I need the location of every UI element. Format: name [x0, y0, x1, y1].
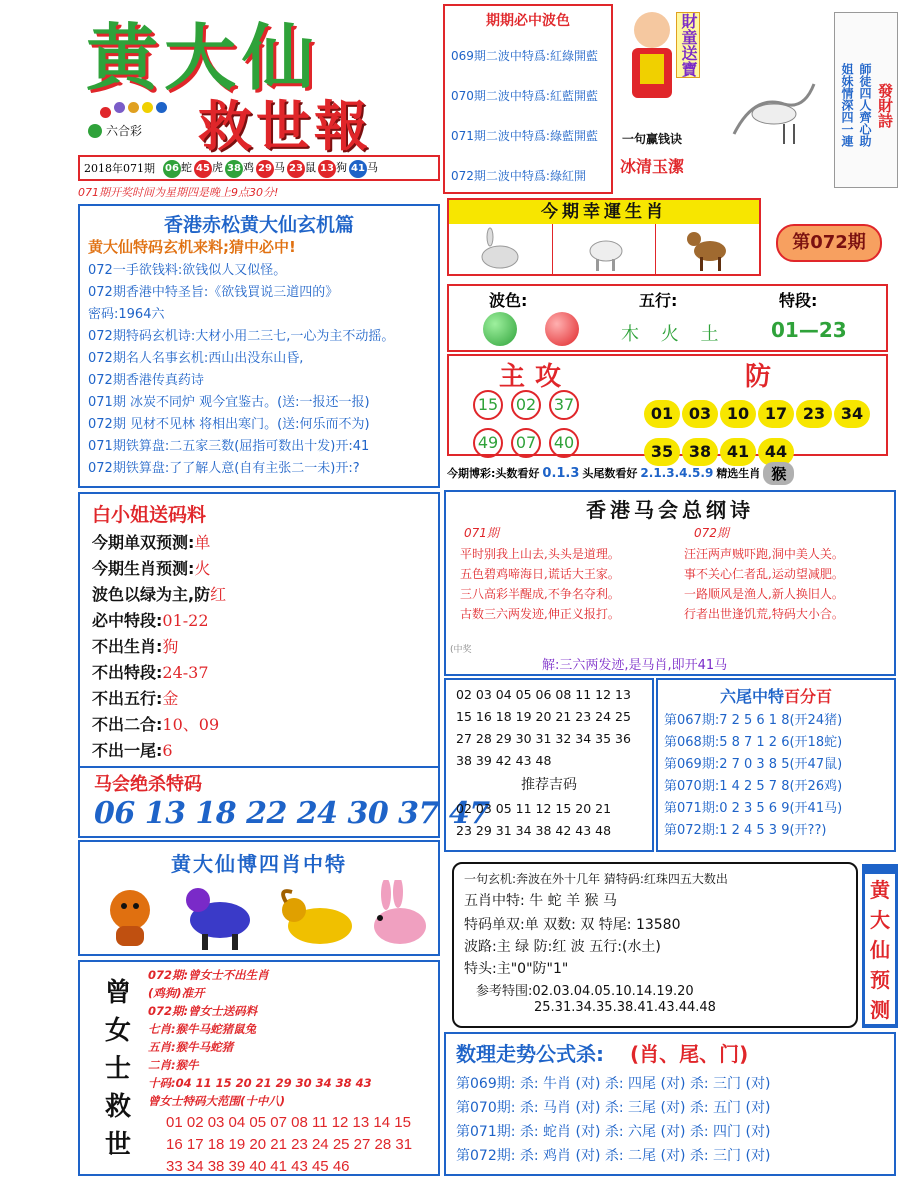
box-line-1: 一句玄机:奔波在外十几年 猜特码:红珠四五大数出: [464, 872, 728, 886]
masthead-title: 黄大仙: [86, 15, 321, 100]
result-ball: 06: [163, 160, 181, 178]
prediction-value: 10、09: [162, 715, 220, 734]
goat-icon: [282, 891, 352, 944]
formula-row: 第071期: 杀: 蛇肖 (对) 杀: 六尾 (对) 杀: 四门 (对): [456, 1124, 771, 1140]
result-ball: 38: [225, 160, 243, 178]
tip-value-2: 2.1.3.4.5.9: [640, 466, 714, 480]
prediction-label: 今期单双预测:: [92, 533, 195, 552]
tail-row: 第070期:1 4 2 5 7 8(开26鸡): [664, 779, 843, 794]
prediction-value: 6: [162, 741, 173, 760]
tail-row: 第071期:0 2 3 5 6 9(开41马): [664, 801, 843, 816]
forecast-box: [452, 862, 858, 1028]
tail-row: 第068期:5 8 7 1 2 6(开18蛇): [664, 735, 843, 750]
lady-numbers: [166, 1112, 412, 1178]
prediction-row: [92, 608, 426, 634]
mystic-line: 071期铁算盘:二五家三数(屈指可数出十发)开:41: [88, 439, 370, 454]
prediction-label: 必中特段:: [92, 611, 163, 630]
horse-icon: [186, 888, 250, 950]
defense-ball: 10: [720, 400, 756, 428]
slogan: 一句赢钱诀: [622, 132, 683, 146]
lady-line: 二肖:猴牛: [148, 1058, 199, 1072]
lady-vertical-char: 世: [104, 1130, 131, 1160]
white-lady-section: [78, 492, 440, 768]
result-zodiac: 蛇: [181, 160, 192, 174]
poem-line: 行者出世逢饥荒,特码大小合。: [684, 607, 844, 621]
result-zodiac: 狗: [336, 160, 347, 174]
kill-section: [78, 766, 490, 838]
result-ball: 29: [256, 160, 274, 178]
mystic-line: 072期铁算盘:了了解人意(自有主张二一未)开:?: [88, 461, 360, 476]
prediction-label: 不出生肖:: [92, 637, 163, 656]
formula-rows: [456, 1072, 884, 1168]
horse-icon: [678, 227, 738, 271]
goat-icon: [574, 227, 634, 271]
lady-vertical-char: 救: [104, 1092, 131, 1122]
lucky-line: 02 03 05 11 12 15 20 21: [456, 801, 612, 816]
side-char: 黄: [865, 874, 895, 904]
lucky-zodiac-section: [447, 198, 761, 276]
result-ball: 45: [194, 160, 212, 178]
prediction-value: 24-37: [162, 663, 209, 682]
formula-row: 第072期: 杀: 鸡肖 (对) 杀: 二尾 (对) 杀: 三门 (对): [456, 1148, 771, 1164]
box-line-5: 特头:主"0"防"1": [464, 961, 569, 977]
lady-number-row: 16 17 18 19 20 21 23 24 25 27 28 31: [166, 1136, 413, 1153]
poem-line: 五色碧鸡啼海日,谎话大王家。: [460, 567, 620, 581]
poem-col-2: [684, 544, 844, 624]
prediction-row: [92, 582, 426, 608]
lady-vertical-char: 士: [104, 1054, 131, 1084]
tip-text-2: 头尾数看好: [582, 467, 638, 480]
poem-line-1: 師徒四人齊心助: [858, 63, 872, 147]
attack-defense-section: [447, 354, 888, 461]
prediction-value: 单: [194, 533, 211, 552]
defense-ball: 23: [796, 400, 832, 428]
lady-vertical-char: 女: [104, 1016, 131, 1046]
rabbit-icon: [470, 227, 530, 271]
lady-line: 七肖:猴牛马蛇猪鼠兔: [148, 1022, 257, 1036]
poem-line: 事不关心仁者乱,运动望减肥。: [684, 567, 844, 581]
prediction-row: [92, 556, 426, 582]
main-ball: 15: [473, 390, 503, 420]
side-chars: [862, 874, 898, 1024]
prediction-label: 波色以绿为主,防: [92, 585, 211, 604]
prediction-label: 不出五行:: [92, 689, 163, 708]
box-line-2: 五肖中特: 牛 蛇 羊 猴 马: [464, 893, 617, 909]
wave-line: 070期二波中特爲:紅藍開藍: [451, 89, 598, 103]
mystic-lines: [88, 260, 430, 480]
box-line-3: 特码单双:单 双数: 双 特尾: 13580: [464, 917, 681, 933]
grid-line: 38 39 42 43 48: [456, 753, 552, 768]
formula-title: 数理走势公式杀:: [456, 1042, 604, 1066]
white-lady-title: 白小姐送码料: [92, 504, 207, 526]
wave-line: 069期二波中特爲:紅綠開藍: [451, 49, 598, 63]
result-zodiac: 虎: [212, 160, 223, 174]
mystic-line: 密码:1964六: [88, 307, 165, 322]
lady-vertical-title: [98, 972, 138, 1162]
deity-area: [614, 4, 900, 194]
result-zodiac: 马: [274, 160, 285, 174]
main-ball: 49: [473, 428, 503, 458]
mystic-line: 072期香港中特圣旨:《欲钱買说三道四的》: [88, 285, 339, 300]
segment-value: 01—23: [771, 318, 847, 342]
tip-value-1: 0.1.3: [542, 465, 580, 481]
formula-section: [444, 1032, 896, 1176]
segment-label: 特段:: [779, 291, 818, 310]
mystic-line: 072期名人名事玄机:西山出没东山昏,: [88, 351, 304, 366]
lucky-lines: [456, 798, 642, 842]
issue-label: 2018年071期: [84, 162, 155, 175]
poem-box: [834, 12, 898, 188]
lady-line: 十码:04 11 15 20 21 29 30 34 38 43: [148, 1076, 372, 1090]
zodiac-art: [80, 880, 438, 954]
poem-line: 汪汪两声贼吓跑,洞中美人关。: [684, 547, 844, 561]
lady-number-row: 33 34 38 39 40 41 43 45 46: [166, 1158, 350, 1175]
motto: 冰清玉潔: [620, 157, 685, 176]
defense-ball: 35: [644, 438, 680, 466]
rabbit-icon: [374, 880, 426, 944]
defense-ball: 34: [834, 400, 870, 428]
fortune-banner: 財童送寶: [676, 12, 700, 78]
general-poem-section: [444, 490, 896, 676]
prediction-value: 金: [162, 689, 179, 708]
main-ball: 02: [511, 390, 541, 420]
grid-line: 15 16 18 19 20 21 23 24 25: [456, 709, 631, 724]
result-ball: 23: [287, 160, 305, 178]
mystic-line: 072期香港传真药诗: [88, 373, 204, 388]
wave-label: 波色:: [489, 291, 528, 310]
lady-number-row: 01 02 03 04 05 07 08 11 12 13 14 15: [166, 1114, 411, 1131]
side-char: 大: [865, 904, 895, 934]
prediction-row: [92, 634, 426, 660]
poem-note: 解:三六两发迹,是马肖,即开41马: [542, 658, 728, 673]
col2-head: 072期: [694, 526, 729, 540]
tip-text-1: 今期博彩:头数看好: [447, 467, 540, 480]
mystic-line: 072一手欲钱料:欲钱似人又似怪。: [88, 263, 287, 278]
result-zodiac: 马: [367, 160, 378, 174]
prediction-row: [92, 660, 426, 686]
attributes-section: [447, 284, 888, 352]
wave-line: 071期二波中特爲:綠藍開藍: [451, 129, 598, 143]
wave-lines: [451, 36, 605, 196]
side-banner: [862, 864, 898, 1028]
prediction-row: [92, 712, 426, 738]
poem-line: 古数三六两发迹,伸正义报打。: [460, 607, 620, 621]
prediction-row: [92, 686, 426, 712]
defense-ball: 17: [758, 400, 794, 428]
tip-text-3: 精选生肖: [716, 467, 761, 480]
formula-row: 第070期: 杀: 马肖 (对) 杀: 三尾 (对) 杀: 五门 (对): [456, 1100, 771, 1116]
brand-label: 六合彩: [106, 124, 143, 138]
lady-line: 072期:曾女士不出生肖: [148, 968, 269, 982]
four-zodiac-section: [78, 840, 440, 956]
prediction-value: 狗: [162, 637, 179, 656]
lucky-line: 23 29 31 34 38 42 43 48: [456, 823, 612, 838]
draw-result-bar: [78, 155, 440, 181]
elements-value: 木 火 土: [621, 324, 727, 345]
lady-line: 072期:曾女士送码料: [148, 1004, 258, 1018]
wave-title: 期期必中波色: [486, 13, 570, 29]
masthead: [78, 4, 440, 158]
poem-line: 三八高彩半醒成,不争名夺利。: [460, 587, 620, 601]
prediction-value: 红: [210, 585, 227, 604]
poem-title: 發財詩: [876, 83, 894, 128]
poem-line: 一路顺风是渔人,新人换旧人。: [684, 587, 844, 601]
main-attack-label: 主攻: [499, 362, 572, 392]
grid-line: 02 03 04 05 06 08 11 12 13: [456, 687, 631, 702]
mystic-subtitle: 黄大仙特码玄机来料;猜中必中!: [88, 238, 296, 256]
box-line-4: 波路:主 绿 防:红 波 五行:(水土): [464, 939, 661, 955]
side-char: 仙: [865, 934, 895, 964]
crane-icon: [714, 64, 834, 154]
prediction-value: 火: [194, 559, 211, 578]
col1-head: 071期: [464, 526, 499, 540]
prediction-label: 不出特段:: [92, 663, 163, 682]
result-zodiac: 鼠: [305, 160, 316, 174]
prediction-label: 不出二合:: [92, 715, 163, 734]
prediction-row: [92, 738, 426, 764]
tail-row: 第067期:7 2 5 6 1 8(开24猪): [664, 713, 843, 728]
side-char: 预: [865, 964, 895, 994]
tail-title: 六尾中特: [719, 687, 784, 706]
main-attack-balls: [469, 390, 619, 458]
main-ball: 37: [549, 390, 579, 420]
draw-notice: 071期开奖时间为星期四是晚上9点30分!: [78, 186, 279, 199]
masthead-subtitle: 救世報: [198, 94, 372, 158]
prediction-value: 01-22: [162, 611, 209, 630]
defense-ball: 01: [644, 400, 680, 428]
lady-zeng-section: [78, 960, 440, 1176]
red-ball-icon: [545, 312, 579, 346]
monkey-icon: [110, 890, 150, 946]
defense-ball: 03: [682, 400, 718, 428]
lucky-title-2: 推荐吉码: [521, 777, 577, 793]
poem-col-1: [460, 544, 620, 624]
tail-section: [656, 678, 896, 852]
green-ball-icon: [483, 312, 517, 346]
result-ball: 41: [349, 160, 367, 178]
five-label: 五行:: [639, 291, 678, 310]
tail-rows: [664, 710, 888, 842]
defense-label: 防: [745, 362, 772, 392]
defense-ball: 41: [720, 438, 756, 466]
poem-line-2: 姐妹情深四一連: [840, 63, 854, 147]
mystic-section: [78, 204, 440, 488]
result-balls: [163, 159, 380, 178]
formula-row: 第069期: 杀: 牛肖 (对) 杀: 四尾 (对) 杀: 三门 (对): [456, 1076, 771, 1092]
lady-line: 五肖:猴牛马蛇猪: [148, 1040, 234, 1054]
mystic-line: 071期 冰炭不同炉 观今宜鉴古。(送:一报还一报): [88, 395, 370, 410]
wave-line: 072期二波中特爲:綠紅開: [451, 169, 586, 183]
main-ball: 40: [549, 428, 579, 458]
prediction-row: [92, 530, 426, 556]
grid-lines: [456, 684, 642, 772]
prediction-rows: [92, 530, 426, 764]
defense-balls: [643, 390, 883, 466]
tips-bar: [447, 460, 888, 486]
lucky-title: 今期幸運生肖: [449, 200, 759, 224]
defense-ball: 44: [758, 438, 794, 466]
tail-row: 第069期:2 7 0 3 8 5(开47鼠): [664, 757, 843, 772]
four-zodiac-title: 黄大仙博四肖中特: [171, 852, 347, 876]
grid-line: 27 28 29 30 31 32 34 35 36: [456, 731, 631, 746]
kill-numbers: 06 13 18 22 24 30 37 47: [94, 796, 490, 831]
result-zodiac: 鸡: [243, 160, 254, 174]
defense-ball: 38: [682, 438, 718, 466]
wave-section: [443, 4, 613, 194]
prediction-label: 今期生肖预测:: [92, 559, 195, 578]
box-line-7: 25.31.34.35.38.41.43.44.48: [534, 1000, 716, 1015]
kill-title: 马会绝杀特码: [94, 774, 202, 795]
number-grid-section: [444, 678, 654, 852]
box-line-6: 参考特围:02.03.04.05.10.14.19.20: [476, 984, 694, 999]
mystic-line: 072期特码玄机诗:大材小用二三七,一心为主不动摇。: [88, 329, 395, 344]
lady-line: (鸡狗)准开: [148, 986, 205, 1000]
mystic-title: 香港赤松黄大仙玄机篇: [163, 214, 354, 236]
side-char: 测: [865, 994, 895, 1024]
lady-lines: [148, 966, 438, 1110]
formula-title-2: (肖、尾、门): [630, 1042, 749, 1066]
main-ball: 07: [511, 428, 541, 458]
note-tag: (中奖: [450, 645, 472, 655]
general-poem-title: 香港马会总纲诗: [586, 498, 754, 522]
lady-vertical-char: 曾: [104, 978, 131, 1008]
result-ball: 13: [318, 160, 336, 178]
tip-zodiac: 猴: [763, 462, 794, 485]
prediction-label: 不出一尾:: [92, 741, 163, 760]
tail-title-2: 百分百: [784, 687, 833, 706]
mystic-line: 072期 见材不见林 将相出寒门。(送:何乐而不为): [88, 417, 370, 432]
tail-row: 第072期:1 2 4 5 3 9(开??): [664, 823, 827, 838]
lady-line: 曾女士特码大范围(十中八): [148, 1094, 286, 1108]
issue-badge: 第072期: [776, 224, 882, 262]
poem-line: 平时别我上山去,头头是道理。: [460, 547, 620, 561]
